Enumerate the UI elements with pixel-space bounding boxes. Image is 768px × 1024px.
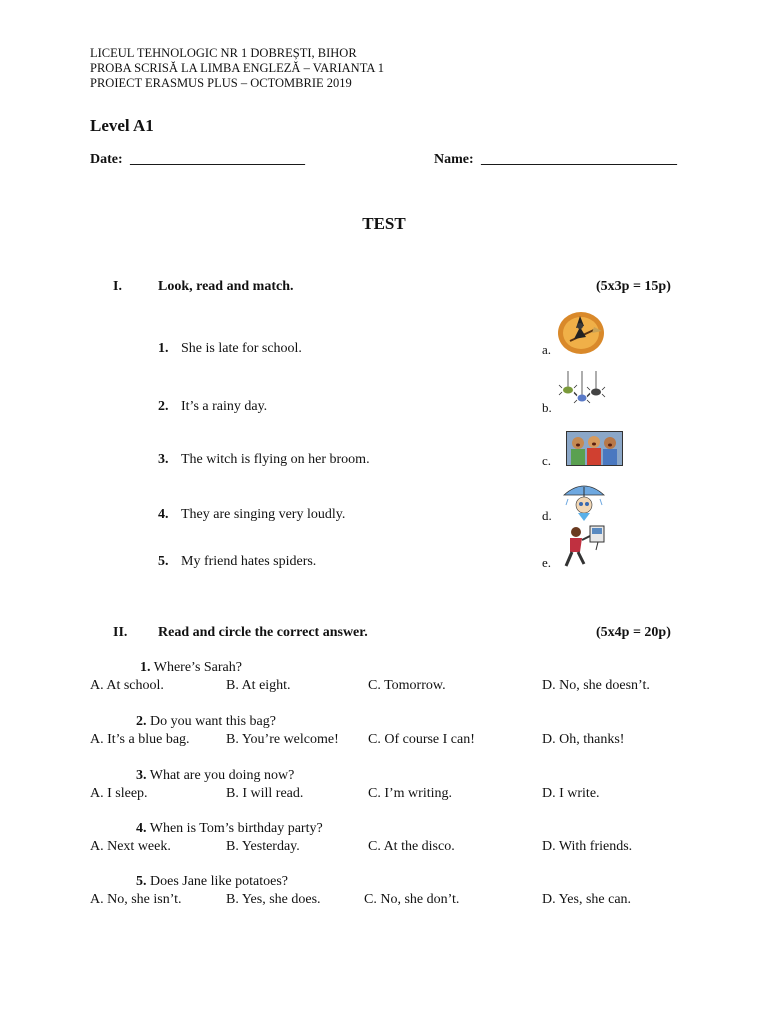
q3-option-a[interactable]: A. I sleep.: [90, 786, 148, 801]
question-3-number: 3.: [136, 768, 147, 783]
q2-option-c[interactable]: C. Of course I can!: [368, 732, 475, 747]
date-blank: _________________________: [130, 152, 305, 167]
witch-picture: [556, 311, 606, 355]
question-3-text: What are you doing now?: [149, 768, 295, 783]
q4-option-d[interactable]: D. With friends.: [542, 839, 633, 854]
page-title: TEST: [362, 214, 406, 233]
q5-option-d[interactable]: D. Yes, she can.: [542, 892, 632, 907]
q3-option-b[interactable]: B. I will read.: [226, 786, 304, 801]
q1-option-c[interactable]: C. Tomorrow.: [368, 678, 446, 693]
section2-points: (5x4p = 20p): [596, 625, 671, 640]
match-item-4-text: They are singing very loudly.: [181, 507, 346, 522]
name-label: Name:: [434, 152, 474, 167]
section2-instruction: Read and circle the correct answer.: [158, 625, 368, 640]
match-item-5-number: 5.: [158, 554, 169, 569]
question-3: [136, 768, 294, 784]
match-item-1-number: 1.: [158, 341, 169, 356]
exam-name: PROBA SCRISĂ LA LIMBA ENGLEZĂ – VARIANTA 1: [90, 61, 385, 75]
question-5-text: Does Jane like potatoes?: [150, 874, 289, 889]
question-4-text: When is Tom’s birthday party?: [149, 821, 323, 836]
q1-option-d[interactable]: D. No, she doesn’t.: [542, 678, 650, 693]
question-4-number: 4.: [136, 821, 147, 836]
running-girl-picture: [560, 524, 608, 568]
match-letter-e: e.: [542, 555, 552, 570]
q1-option-a[interactable]: A. At school.: [90, 678, 164, 693]
section2-numeral: II.: [113, 625, 128, 640]
question-1-text: Where’s Sarah?: [153, 660, 242, 675]
q2-option-d[interactable]: D. Oh, thanks!: [542, 732, 625, 747]
q5-option-a[interactable]: A. No, she isn’t.: [90, 892, 182, 907]
q2-option-b[interactable]: B. You’re welcome!: [226, 732, 339, 747]
q3-option-c[interactable]: C. I’m writing.: [368, 786, 452, 801]
question-5-number: 5.: [136, 874, 147, 889]
match-letter-a: a.: [542, 342, 552, 357]
match-letter-c: c.: [542, 453, 552, 468]
q5-option-b[interactable]: B. Yes, she does.: [226, 892, 321, 907]
section1-numeral: I.: [113, 279, 122, 294]
match-item-1-text: She is late for school.: [181, 341, 302, 356]
q5-option-c[interactable]: C. No, she don’t.: [364, 892, 460, 907]
question-1: [140, 660, 242, 676]
spiders-picture: [558, 371, 610, 405]
name-blank: ____________________________: [481, 152, 677, 167]
match-item-3-text: The witch is flying on her broom.: [181, 452, 370, 467]
q1-option-b[interactable]: B. At eight.: [226, 678, 291, 693]
project-name: PROIECT ERASMUS PLUS – OCTOMBRIE 2019: [90, 76, 352, 90]
q3-option-d[interactable]: D. I write.: [542, 786, 600, 801]
match-item-4-number: 4.: [158, 507, 169, 522]
question-5: [136, 874, 288, 890]
match-item-3-number: 3.: [158, 452, 169, 467]
question-2-number: 2.: [136, 714, 147, 729]
section1-instruction: Look, read and match.: [158, 279, 294, 294]
q4-option-a[interactable]: A. Next week.: [90, 839, 171, 854]
match-item-2-number: 2.: [158, 399, 169, 414]
rain-girl-picture: [560, 483, 608, 523]
section1-points: (5x3p = 15p): [596, 279, 671, 294]
match-letter-d: d.: [542, 508, 552, 523]
level-heading: Level A1: [90, 116, 154, 135]
match-letter-b: b.: [542, 400, 552, 415]
date-label: Date:: [90, 152, 123, 167]
match-item-2-text: It’s a rainy day.: [181, 399, 268, 414]
question-2: [136, 714, 276, 730]
school-name: LICEUL TEHNOLOGIC NR 1 DOBREȘTI, BIHOR: [90, 46, 357, 60]
match-item-5-text: My friend hates spiders.: [181, 554, 317, 569]
q2-option-a[interactable]: A. It’s a blue bag.: [90, 732, 190, 747]
question-2-text: Do you want this bag?: [150, 714, 276, 729]
q4-option-b[interactable]: B. Yesterday.: [226, 839, 300, 854]
question-4: [136, 821, 323, 837]
q4-option-c[interactable]: C. At the disco.: [368, 839, 455, 854]
question-1-number: 1.: [140, 660, 151, 675]
singers-picture: [566, 431, 623, 466]
